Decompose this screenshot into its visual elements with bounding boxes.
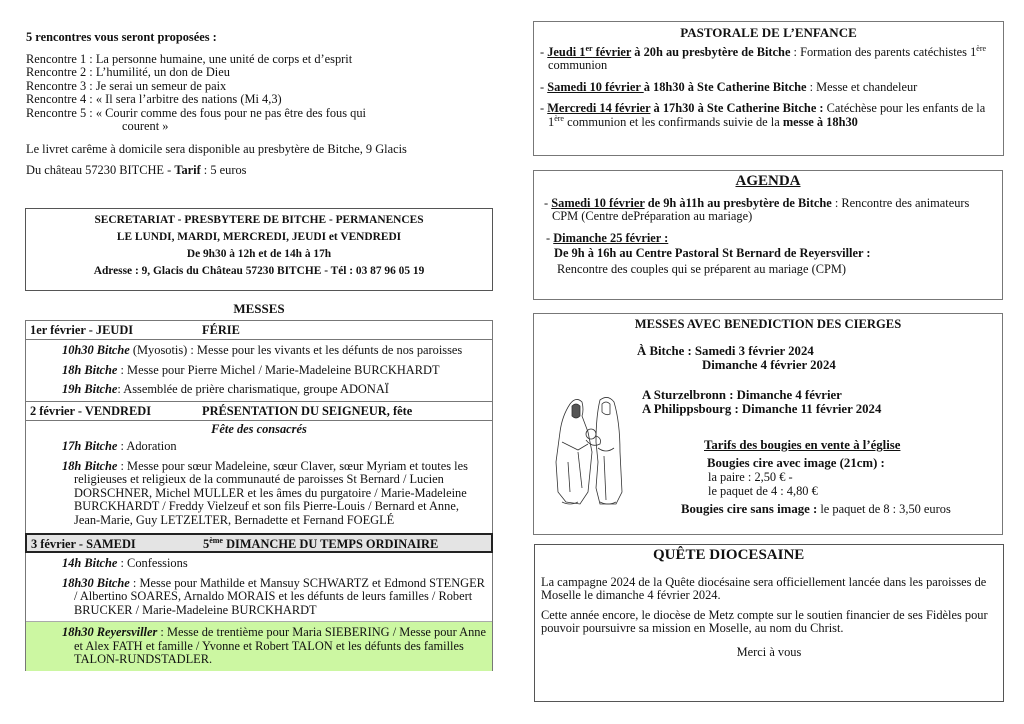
pastorale-text: : Messe et chandeleur [806, 79, 918, 94]
text-sup: ère [976, 43, 987, 53]
pastorale-place: à 17h30 à Ste Catherine Bitche : [650, 101, 824, 115]
mass-entry-highlighted [26, 621, 492, 671]
pastorale-item [540, 102, 997, 129]
cierges-sturzelbronn: A Sturzelbronn : Dimanche 4 février [642, 388, 842, 402]
pastorale-title: PASTORALE DE L’ENFANCE [680, 25, 857, 40]
pastorale-place: à 18h30 à Ste Catherine Bitche [643, 79, 807, 94]
pastorale-item [540, 81, 997, 95]
text-sup: ère [554, 113, 564, 123]
agenda-text: Rencontre des couples qui se préparent au mariage (CPM) [557, 261, 847, 276]
livret-address [26, 164, 496, 178]
mass-text: : Messe pour sœur Madeleine, sœur Claver, sœur Myriam et toutes les religieuses et religieux de la communauté de paroisses St Bernard / Lucien DORSCHNER, Michel MULLER et les âmes du purgatoire / Marie-Madeleine BURCKHARDT / Freddy Vielzeuf et son fils Pierre-Louis / Bernard et Anne, Jean-Marie, Guy LETZELTER, Bernadette et Fernand FOEGLÉ [74, 458, 468, 527]
mass-time: 10h30 Bitche [62, 343, 130, 357]
mass-entry [26, 573, 492, 622]
mass-time: 18h Bitche [62, 362, 118, 377]
prix-paquet-4: le paquet de 4 : 4,80 € [708, 484, 818, 498]
day-liturgy: PRÉSENTATION DU SEIGNEUR, fête [202, 403, 413, 418]
rencontre-item: Rencontre 1 : La personne humaine, une unité de corps et d’esprit [26, 51, 353, 66]
tarif-label: Tarif [174, 163, 201, 177]
cierges-box [533, 313, 1003, 535]
day-date: 2 février - VENDREDI [30, 403, 152, 418]
date-text: février [592, 44, 632, 59]
rencontre-item: Rencontre 3 : Je serai un semeur de paix [26, 78, 227, 93]
pastorale-date: Mercredi 14 février [547, 101, 651, 115]
mass-time: 18h30 Bitche [62, 575, 130, 590]
mass-time: 19h Bitche [62, 382, 118, 396]
mass-time: 18h Bitche [62, 458, 118, 473]
pastorale-box [533, 21, 1004, 156]
pastorale-text-bold: messe à 18h30 [782, 114, 858, 129]
mass-text: (Myosotis) : Messe pour les vivants et les défunts de nos paroisses [129, 343, 463, 357]
tarifs-title: Tarifs des bougies en vente à l’église [704, 438, 901, 452]
presentation-illustration-icon [548, 392, 628, 510]
liturgy-number: 5 [203, 537, 210, 551]
bougies-sans-image [681, 503, 951, 517]
messes-title: MESSES [233, 301, 285, 316]
mass-time: 17h Bitche [62, 439, 118, 453]
livret-info: Le livret carême à domicile sera disponible au presbytère de Bitche, 9 Glacis [26, 141, 407, 156]
agenda-box [533, 170, 1003, 300]
messes-table [25, 320, 493, 671]
secretariat-line: LE LUNDI, MARDI, MERCREDI, JEUDI et VENDREDI [116, 231, 402, 243]
rencontre-item-continuation: courent » [122, 119, 169, 133]
rencontre-item: Rencontre 2 : L’humilité, un don de Dieu [26, 65, 230, 79]
tarif-value: : 5 euros [200, 163, 247, 177]
mass-entry [26, 340, 492, 360]
pastorale-text: communion [548, 58, 608, 72]
mass-entry [26, 553, 492, 573]
rencontres-section [26, 31, 496, 178]
mass-entry [26, 360, 492, 380]
mass-time: 14h Bitche [62, 556, 118, 570]
day-header [25, 533, 493, 553]
dash: - [544, 195, 552, 210]
mass-text: : Messe pour Mathilde et Mansuy SCHWARTZ et Edmond STENGER / Albertino SOARES, Arnaldo MORAIS et les défunts de leurs familles / Robert BRUCKER / Marie-Madeleine BURCKHARDT [74, 575, 485, 617]
cierges-philippsbourg: A Philippsbourg : Dimanche 11 février 2024 [642, 402, 882, 416]
liturgy-sup: ème [209, 536, 223, 545]
pastorale-date [547, 45, 631, 59]
quete-box [534, 544, 1004, 702]
date-sup: er [585, 43, 593, 53]
secretariat-line: Adresse : 9, Glacis du Château 57230 BITCHE - Tél : 03 87 96 05 19 [93, 265, 425, 277]
secretariat-box [25, 208, 493, 291]
sans-image-label: Bougies cire sans image : [681, 502, 818, 516]
mass-entry [26, 456, 492, 534]
mass-entry [26, 379, 492, 401]
day-header [26, 320, 492, 340]
cierges-bitche: À Bitche : Samedi 3 février 2024 [637, 344, 814, 358]
agenda-text: : Rencontre des animateurs CPM (Centre dePréparation au mariage) [552, 195, 970, 223]
agenda-item [540, 197, 996, 224]
day-header [26, 401, 492, 421]
quete-paragraph: La campagne 2024 de la Quête diocésaine sera officiellement lancée dans les paroisses de Moselle le dimanche 4 février 2024. [541, 574, 987, 602]
day-liturgy [203, 538, 438, 552]
day-date: 3 février - SAMEDI [31, 537, 136, 551]
pastorale-text: : Formation des parents catéchistes 1 [790, 44, 977, 59]
day-date: 1er février - JEUDI [30, 323, 134, 337]
agenda-place: de 9h à11h au presbytère de Bitche [644, 195, 832, 210]
agenda-place: De 9h à 16h au Centre Pastoral St Bernard de Reyersviller : [554, 246, 871, 260]
rencontres-title: 5 rencontres vous seront proposées : [26, 30, 217, 44]
date-text: Jeudi 1 [547, 44, 586, 59]
dash: - [540, 79, 548, 94]
agenda-date: Samedi 10 février [551, 195, 645, 210]
agenda-item [540, 232, 996, 277]
mass-text: : Assemblée de prière charismatique, groupe ADONAÏ [117, 382, 389, 396]
bougies-avec-image: Bougies cire avec image (21cm) : [707, 456, 885, 470]
mass-text: : Confessions [117, 556, 188, 570]
rencontre-item: Rencontre 4 : « Il sera l’arbitre des nations (Mi 4,3) [26, 92, 282, 106]
mass-time: 18h30 Reyersviller [62, 625, 158, 639]
quete-merci: Merci à vous [736, 644, 802, 659]
pastorale-item [540, 43, 997, 73]
agenda-title: AGENDA [735, 173, 801, 189]
pastorale-text: communion et les confirmands suivie de la [563, 114, 783, 129]
prix-paire: la paire : 2,50 € - [708, 470, 793, 484]
secretariat-line: SECRETARIAT - PRESBYTERE DE BITCHE - PERMANENCES [94, 214, 424, 226]
dash: - [540, 101, 548, 115]
pastorale-text: Catéchèse pour les enfants de la 1 [548, 101, 986, 129]
day-liturgy: FÉRIE [202, 323, 240, 337]
cierges-title: MESSES AVEC BENEDICTION DES CIERGES [634, 317, 902, 331]
fete-subtitle: Fête des consacrés [211, 421, 307, 436]
agenda-date: Dimanche 25 février : [553, 230, 669, 245]
rencontre-item: Rencontre 5 : « Courir comme des fous pour ne pas être des fous qui [26, 105, 366, 120]
livret-address-text: Du château 57230 BITCHE - [26, 163, 175, 177]
mass-entry [26, 436, 492, 456]
sans-image-value: le paquet de 8 : 3,50 euros [817, 502, 951, 516]
dash: - [540, 44, 548, 59]
pastorale-date: Samedi 10 février [547, 79, 644, 94]
mass-text: : Messe de trentième pour Maria SIEBERING / Messe pour Anne et Alex FATH et famille / Yvonne et Robert TALON et les défunts des familles TALON-RUNDSTADLER. [74, 625, 486, 666]
quete-paragraph: Cette année encore, le diocèse de Metz compte sur le soutien financier de ses Fidèles pour pouvoir poursuivre sa mission en Moselle, au nom du Christ. [541, 607, 988, 635]
mass-text: : Messe pour Pierre Michel / Marie-Madeleine BURCKHARDT [117, 362, 440, 377]
secretariat-line: De 9h30 à 12h et de 14h à 17h [186, 248, 332, 260]
liturgy-text: DIMANCHE DU TEMPS ORDINAIRE [222, 537, 439, 551]
cierges-bitche-2: Dimanche 4 février 2024 [702, 358, 836, 372]
mass-text: : Adoration [117, 439, 177, 453]
dash: - [546, 230, 554, 245]
quete-title: QUÊTE DIOCESAINE [653, 547, 805, 563]
pastorale-place: à 20h au presbytère de Bitche [631, 44, 791, 59]
